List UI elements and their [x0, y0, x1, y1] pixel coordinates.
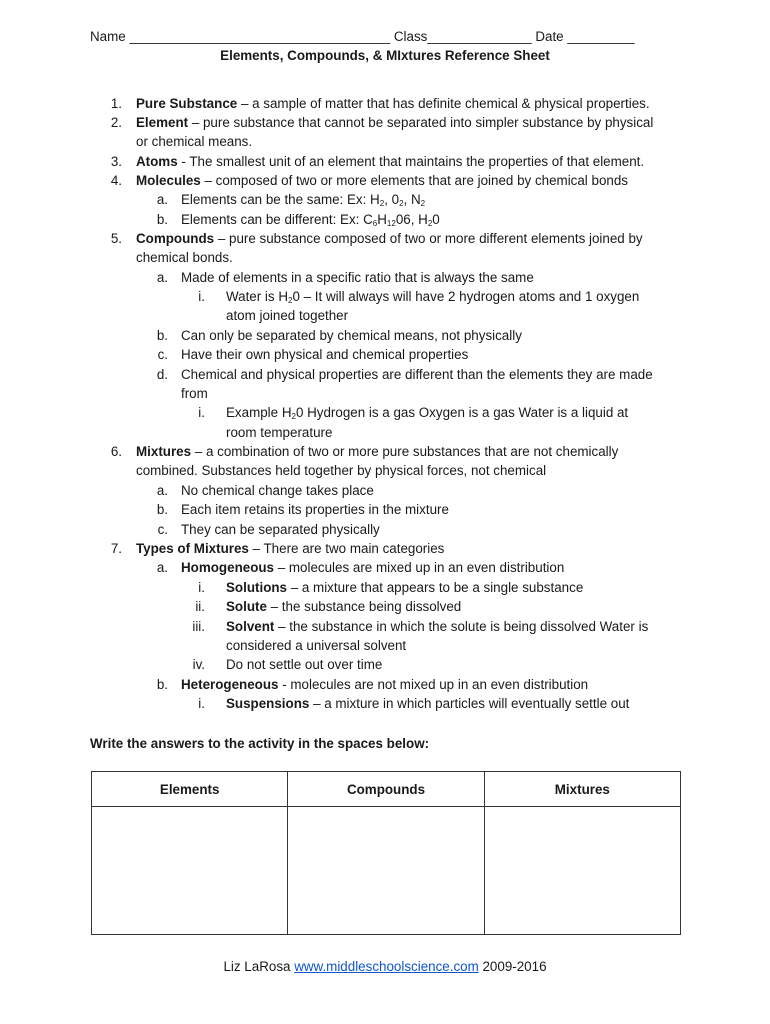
elements-answer-cell[interactable]	[92, 807, 288, 935]
subitem-letter: a.	[156, 483, 168, 498]
list-item-compounds: Compounds – pure substance composed of two or more different elements joined by	[136, 231, 643, 246]
subsubitem-continuation: atom joined together	[226, 308, 349, 323]
subsubitem-continuation: considered a universal solvent	[226, 638, 407, 653]
date-blank[interactable]: _________	[567, 29, 635, 44]
list-item-types-of-mixtures: Types of Mixtures – There are two main categories	[136, 541, 445, 556]
item-number: 3.	[110, 154, 122, 169]
subitem-continuation: from	[181, 386, 208, 401]
list-item-element: Element – pure substance that cannot be separated into simpler substance by physical	[136, 115, 654, 130]
subitem-letter: c.	[157, 522, 168, 537]
item-number: 7.	[110, 541, 122, 556]
term: Element	[136, 115, 189, 130]
subitem: No chemical change takes place	[181, 483, 374, 498]
subitem-homogeneous: Homogeneous – molecules are mixed up in an even distribution	[181, 560, 565, 575]
subitem-letter: b.	[156, 502, 168, 517]
subsubitem-solutions: Solutions – a mixture that appears to be a single substance	[226, 580, 584, 595]
table-row	[92, 807, 681, 935]
list-item-continuation: or chemical means.	[136, 134, 253, 149]
item-number: 4.	[110, 173, 122, 188]
term: Compounds	[136, 231, 215, 246]
term: Types of Mixtures	[136, 541, 249, 556]
list-item-pure-substance: Pure Substance – a sample of matter that has definite chemical & physical properties.	[136, 96, 650, 111]
name-blank[interactable]: ___________________________________	[129, 29, 391, 44]
list-item-continuation: combined. Substances held together by physical forces, not chemical	[136, 463, 547, 478]
item-number: 5.	[110, 231, 122, 246]
list-item-atoms: Atoms - The smallest unit of an element that maintains the properties of that element.	[136, 154, 645, 169]
subsubitem-continuation: room temperature	[226, 425, 333, 440]
footer	[0, 958, 770, 976]
subitem: Each item retains its properties in the mixture	[181, 502, 449, 517]
term: Molecules	[136, 173, 201, 188]
item-number: 1.	[110, 96, 122, 111]
subitem-letter: b.	[156, 328, 168, 343]
column-header-mixtures: Mixtures	[484, 772, 680, 807]
subsubitem: Example $H_20$ Hydrogen is a gas Oxygen is a gas Water is a liquid at	[226, 405, 629, 421]
column-header-elements: Elements	[92, 772, 288, 807]
page-title: Elements, Compounds, & MIxtures Reference Sheet	[220, 48, 550, 63]
subsubitem-solute: Solute – the substance being dissolved	[226, 599, 462, 614]
subitem: They can be separated physically	[181, 522, 380, 537]
term: Pure Substance	[136, 96, 238, 111]
subitem-letter: b.	[156, 212, 168, 227]
subsubitem-numeral: i.	[198, 289, 205, 304]
subsubitem-numeral: i.	[198, 405, 205, 420]
class-blank[interactable]: ______________	[427, 29, 532, 44]
class-label: Class	[393, 29, 428, 44]
table-header-row	[92, 772, 681, 807]
subitem: Elements can be different: Ex: $C_6H_{12}06$, $H_20$	[181, 212, 440, 228]
answer-table	[91, 771, 681, 935]
website-link[interactable]: www.middleschoolscience.com	[294, 959, 479, 974]
activity-instructions: Write the answers to the activity in the spaces below:	[90, 736, 430, 751]
column-header-compounds: Compounds	[288, 772, 484, 807]
subitem: Chemical and physical properties are different than the elements they are made	[181, 367, 653, 382]
compounds-answer-cell[interactable]	[288, 807, 484, 935]
list-item-molecules: Molecules – composed of two or more elements that are joined by chemical bonds	[136, 173, 628, 188]
subsubitem-numeral: iii.	[192, 619, 205, 634]
list-item-mixtures: Mixtures – a combination of two or more pure substances that are not chemically	[136, 444, 619, 459]
subsubitem: Do not settle out over time	[226, 657, 383, 672]
subitem: Have their own physical and chemical properties	[181, 347, 469, 362]
subitem-letter: b.	[156, 677, 168, 692]
subitem-letter: a.	[156, 560, 168, 575]
subitem-letter: d.	[156, 367, 168, 382]
name-label: Name	[90, 29, 126, 44]
subsubitem: Water is $H_20$ – It will always will have 2 hydrogen atoms and 1 oxygen	[226, 289, 640, 305]
subsubitem-solvent: Solvent – the substance in which the solute is being dissolved Water is	[226, 619, 649, 634]
student-info-header	[90, 28, 680, 46]
subsubitem-numeral: i.	[198, 696, 205, 711]
subitem-letter: a.	[156, 270, 168, 285]
subsubitem-numeral: iv.	[192, 657, 205, 672]
subitem: Made of elements in a specific ratio that is always the same	[181, 270, 534, 285]
term: Mixtures	[136, 444, 192, 459]
mixtures-answer-cell[interactable]	[484, 807, 680, 935]
subsubitem-numeral: i.	[198, 580, 205, 595]
date-label: Date	[535, 29, 564, 44]
subitem-heterogeneous: Heterogeneous - molecules are not mixed up in an even distribution	[181, 677, 589, 692]
footer-author: Liz LaRosa	[223, 959, 295, 974]
item-number: 6.	[110, 444, 122, 459]
term: Atoms	[136, 154, 178, 169]
item-number: 2.	[110, 115, 122, 130]
subitem: Elements can be the same: Ex: $H_2$, $0_2$, $N_2$	[181, 192, 426, 208]
subsubitem-suspensions: Suspensions – a mixture in which particles will eventually settle out	[226, 696, 630, 711]
footer-years: 2009-2016	[478, 959, 547, 974]
subitem-letter: c.	[157, 347, 168, 362]
subsubitem-numeral: ii.	[195, 599, 205, 614]
subitem-letter: a.	[156, 192, 168, 207]
list-item-continuation: chemical bonds.	[136, 250, 233, 265]
subitem: Can only be separated by chemical means, not physically	[181, 328, 522, 343]
